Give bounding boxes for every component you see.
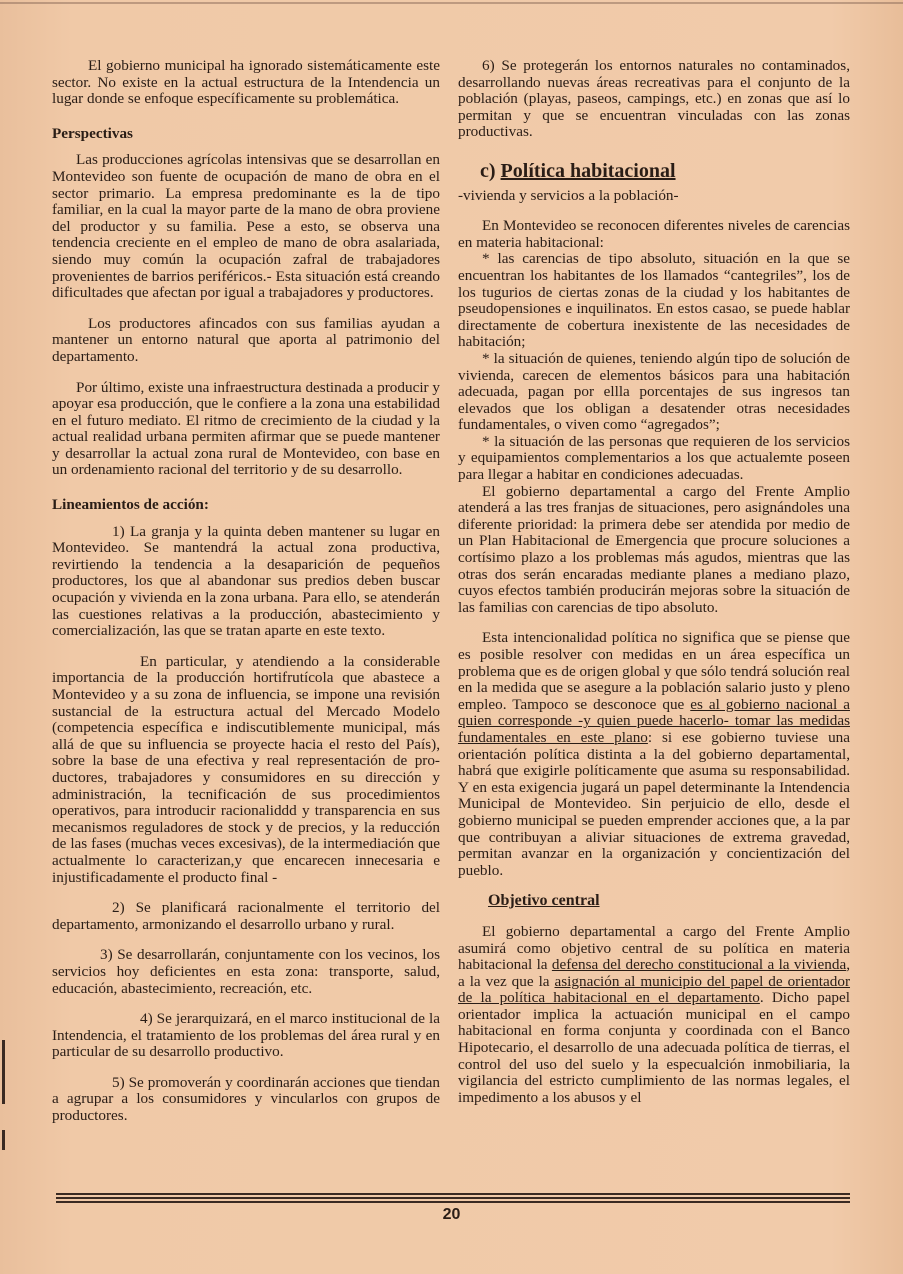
paragraph: * la situación de quienes, teniendo algún tipo de solución de vivienda, carecen de elementos básicos para una habitación adecuada, pagan por ellla porcentajes de sus ingresos tan elevados que los obligan a desatender otras necesidades fundamentales, o viven como “agregados”;: [458, 349, 850, 434]
page-number: 20: [442, 1206, 461, 1223]
binding-mark: [2, 1130, 5, 1150]
paragraph: [458, 924, 850, 1107]
section-heading-objetivo: Objetivo central: [488, 892, 600, 910]
section-heading-politica: [480, 159, 850, 182]
heading-title: Política habitacional: [500, 159, 676, 182]
paragraph: 1) La granja y la quinta deben mantener su lugar en Montevideo. Se mantendrá la actual zona productiva, revirtiendo la tendencia a la desaparición de pequeños productores, los que al abandonar sus predios deben buscar ocupación y vivienda en la zona urbana. Para ello, se atenderán las cuestiones relativas a la producción, abastecimiento y comercialización, las que se tratan aparte en este texto.: [52, 522, 440, 640]
paragraph: En particular, y atendiendo a la considerable importancia de la producción hortifrutícola que abastece a Montevideo y a su zona de influencia, se impone una revisión sustancial de la estructura actual del Mercado Modelo (competencia específica e indiscutiblemente municipal, más allá de que su influencia se proyecte hacia el resto del País), sobre la base de una efectiva y real representación de pro-ductores, trabajadores y consumidores en su dirección y administración, la tecnificación de sus procedimientos operativos, para introducir racionaliddd y transparencia en sus mecanismos reguladores de stock y de precios, y la reducción de las fases (muchas veces excesivas), de la intermediación que actualmente lo caracterizan,y que encarecen innecesaria e injustificadamente el producto final -: [52, 652, 440, 886]
text-run: El gobierno departamental a cargo del Frente Amplio asumirá como objetivo central de su política en materia habitacional la: [458, 922, 850, 974]
footer-rules: [56, 1193, 850, 1205]
paragraph: 6) Se protegerán los entornos naturales no contaminados, desarrollando nuevas áreas recreativas para el conjunto de la población (playas, paseos, campings, etc.) en zonas que así lo permitan y que se encuentran vinculadas con las zonas productivas.: [458, 57, 850, 141]
section-heading-lineamientos: Lineamientos de acción:: [52, 496, 209, 514]
text-run: : si ese gobierno tuviese una orientación política distinta a la del gobierno departamental, habrá que exigirle políticamente que asuma su responsabilidad. Y en esta exigencia jugará un papel determinante la Intendencia Municipal de Montevideo. Sin perjuicio de ello, desde el gobierno municipal se pueden emprender acciones que, a la par que contribuyan a aliviar situaciones de extrema gravedad, permitan avanzar en la organización y concientización del pueblo.: [458, 728, 850, 879]
paragraph: Las producciones agrícolas intensivas que se desarrollan en Montevideo son fuente de ocupación de mano de obra en el sector primario. La empresa predominante es la de tipo familiar, en la cual la mayor parte de la mano de obra proviene del productor y su familia. Pese a esto, se observa una tendencia creciente en el empleo de mano de obra asalariada, siendo muy común la ocupación zafral de trabajadores provenientes de barrios periféricos.- Esta situación está creando dificultades que afectan por igual a trabajadores y productores.: [52, 151, 440, 302]
text-run: Esta intencionalidad política no significa que se piense que es posible resolver con medidas en un área específica un problema que es de origen global y que sólo tendrá solución real en la medida que se asegure a la población salario justo y pleno empleo. Tampoco se desconoce que: [458, 629, 850, 713]
text-run: . Dicho papel orientador implica la actuación municipal en el campo habitacional en forma conjunta y coordinada con el Banco Hipotecario, el desarrollo de una adecuada política de tierras, el control del uso del suelo y la especualción inmobiliaria, la vigilancia del estricto cumplimiento de las normas legales, el impedimento a los abusos y el: [458, 989, 850, 1106]
paragraph: Los productores afincados con sus familias ayudan a mantener un entorno natural que aporta al patrimonio del departamento.: [52, 314, 440, 365]
paragraph: * la situación de las personas que requieren de los servicios y equipamientos complementarios a los que actualemte poseen para llegar a habitar en condiciones adecuadas.: [458, 432, 850, 484]
paragraph: El gobierno departamental a cargo del Frente Amplio atenderá a las tres franjas de situaciones, pero asignándoles una diferente prioridad: la primera debe ser atendida por medio de un Plan Habitacional de Emergencia que procure soluciones a cortísimo plazo a los problemas más agudos, mientras que las otras dos serán encaradas mediante planes a mediano plazo, cuyos efectos también producirán mejoras sobre la situación de las familias con carencias de tipo absoluto.: [458, 482, 850, 616]
section-heading-perspectivas: Perspectivas: [52, 124, 133, 142]
paragraph: El gobierno municipal ha ignorado sistemáticamente este sector. No existe en la actual estructura de la Intendencia un lugar donde se enfoque específicamente su problemática.: [52, 57, 440, 108]
paragraph: 3) Se desarrollarán, conjuntamente con los vecinos, los servicios hoy deficientes en esta zona: transporte, salud, educación, abastecimiento, recreación, etc.: [52, 946, 440, 997]
paragraph: 2) Se planificará racionalmente el territorio del departamento, armonizando el desarrollo urbano y rural.: [52, 899, 440, 933]
paragraph: 4) Se jerarquizará, en el marco institucional de la Intendencia, el tratamiento de los problemas del área rural y en particular de su desarrollo productivo.: [52, 1010, 440, 1061]
binding-mark: [2, 1040, 5, 1104]
paragraph: 5) Se promoverán y coordinarán acciones que tiendan a agrupar a los consumidores y vincularlos con grupos de productores.: [52, 1073, 440, 1125]
right-column: [458, 58, 850, 1106]
underlined-text: asignación al municipio del papel de orientador de la política habitacional en el departamento: [458, 972, 851, 1007]
paragraph: * las carencias de tipo absoluto, situación en la que se encuentran los habitantes de los llamados “cantegriles”, los de los tugurios de ciertas zonas de la ciudad y los habitantes de pseudopensiones e inquilinatos. En estos casao, se puede hablar directamente de cobertura inexistente de las necesidades de habitación;: [458, 250, 850, 351]
left-column: [52, 58, 440, 1125]
heading-prefix: c): [480, 159, 496, 182]
top-edge-line: [0, 2, 903, 4]
paragraph: Por último, existe una infraestructura destinada a producir y apoyar esa producción, que le confiere a la zona una estabilidad en el futuro mediato. El ritmo de crecimiento de la ciudad y la actual realidad urbana permiten afirmar que se puede mantener y desarrollar la actual zona rural de Montevideo, con base en un ordenamiento racional del territorio y de su desarrollo.: [52, 378, 440, 479]
underlined-text: defensa del derecho constitucional a la vivienda: [551, 956, 847, 974]
underlined-text: es al gobierno nacional a quien corresponde -y quien puede hacerlo- tomar las medidas fundamentales en este plano: [458, 695, 850, 746]
paragraph: En Montevideo se reconocen diferentes niveles de carencias en materia habitacional:: [458, 217, 850, 251]
section-subheading: -vivienda y servicios a la población-: [458, 186, 679, 204]
paragraph: [458, 630, 850, 879]
text-run: , a la vez que la: [458, 956, 850, 990]
